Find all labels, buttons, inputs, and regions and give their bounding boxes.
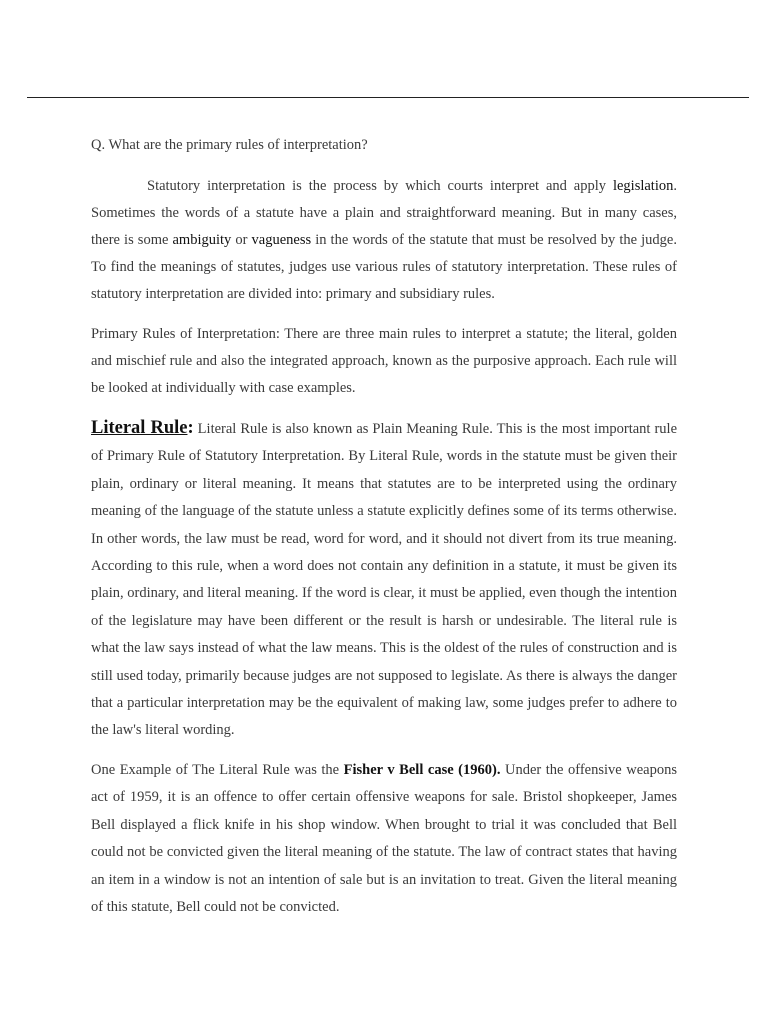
document-body — [91, 132, 677, 933]
para1-text-b: . Sometimes the words of a statute have a plain and straightforward meaning. But in many cases, there is some — [91, 178, 677, 248]
example-text-a: One Example of The Literal Rule was the — [91, 761, 344, 778]
para1-text-c: or — [231, 232, 252, 248]
para1-text-d: in the words of the statute that must be resolved by the judge. To find the meanings of statutes, judges use various rules of statutory interpretation. These rules of statutory interpretation are divided into: primary and subsidiary rules. — [91, 232, 677, 302]
legislation-term: legislation — [612, 178, 674, 194]
literal-rule-heading: Literal Rule — [91, 418, 188, 438]
question-heading: Q. What are the primary rules of interpretation? — [91, 137, 368, 153]
paragraph-statutory-interpretation — [91, 173, 677, 308]
vagueness-term: vagueness — [251, 232, 312, 248]
example-text-b: Under the offensive weapons act of 1959, it is an offence to offer certain offensive weapons for sale. Bristol shopkeeper, James Bell displayed a flick knife in his shop window. When brought to trial it was concluded that Bell could not be convicted given the literal meaning of the statute. The law of contract states that having an item in a window is not an intention of sale but is an invitation to treat. Given the literal meaning of this statute, Bell could not be convicted. — [91, 761, 677, 915]
paragraph-literal-rule — [91, 415, 677, 745]
literal-rule-body: Literal Rule is also known as Plain Meaning Rule. This is the most important rule of Primary Rule of Statutory Interpretation. By Literal Rule, words in the statute must be given their plain, ordinary or literal meaning. It means that statutes are to be interpreted using the ordinary meaning of the language of the statute unless a statute explicitly defines some of its terms otherwise. In other words, the law must be read, word for word, and it should not divert from its true meaning. According to this rule, when a word does not contain any definition in a statute, it must be given its plain, ordinary, and literal meaning. If the word is clear, it must be applied, even though the intention of the legislature may have been different or the result is harsh or undesirable. The literal rule is what the law says instead of what the law means. This is the oldest of the rules of construction and is still used today, primarily because judges are not supposed to legislate. As there is always the danger that a particular interpretation may be the equivalent of making law, some judges prefer to adhere to the law's literal wording. — [91, 421, 677, 739]
para1-text-a: Statutory interpretation is the process by which courts interpret and apply — [147, 178, 613, 194]
header-rule-line — [27, 97, 749, 98]
paragraph-fisher-v-bell-example — [91, 757, 677, 921]
case-citation: Fisher v Bell case (1960). — [343, 761, 501, 778]
literal-rule-heading-colon: : — [187, 418, 194, 438]
ambiguity-term: ambiguity — [172, 232, 232, 248]
paragraph-primary-rules: Primary Rules of Interpretation: There are three main rules to interpret a statute; the literal, golden and mischief rule and also the integrated approach, known as the purposive approach. Each rule will be looked at individually with case examples. — [91, 326, 677, 396]
